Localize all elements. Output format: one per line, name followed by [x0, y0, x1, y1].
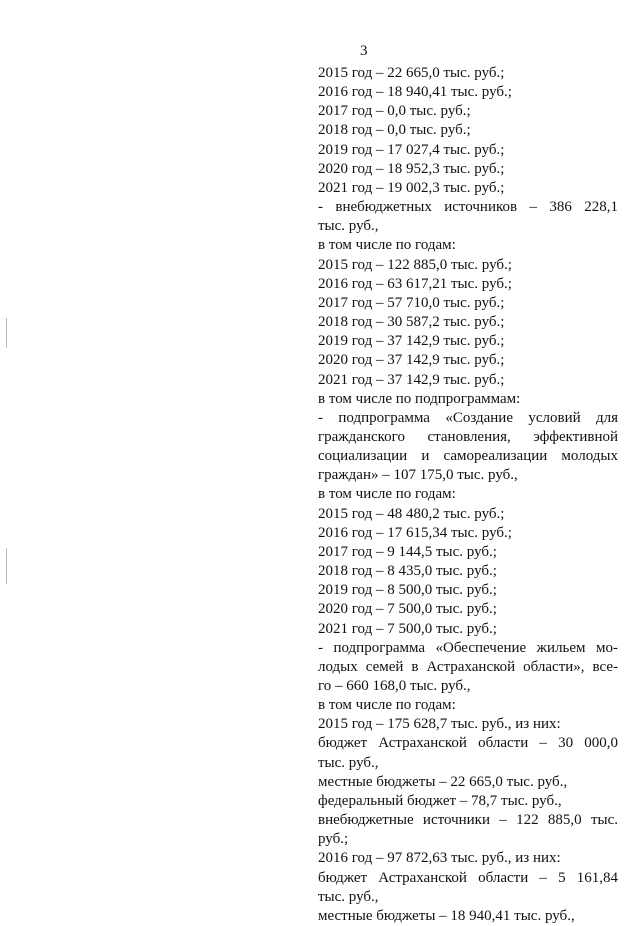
text-line: 2015 год – 48 480,2 тыс. руб.; — [318, 505, 505, 522]
text-line: 2018 год – 30 587,2 тыс. руб.; — [318, 314, 505, 331]
text-line: в том числе по годам: — [318, 237, 456, 254]
text-line: федеральный бюджет – 78,7 тыс. руб., — [318, 792, 562, 809]
text-line: 2017 год – 0,0 тыс. руб.; — [318, 103, 471, 120]
text-line: 2017 год – 9 144,5 тыс. руб.; — [318, 543, 497, 560]
text-line: 2019 год – 17 027,4 тыс. руб.; — [318, 141, 505, 158]
text-line: тыс. руб., — [318, 754, 379, 771]
text-line: 2021 год – 37 142,9 тыс. руб.; — [318, 371, 505, 388]
text-line: 2020 год – 18 952,3 тыс. руб.; — [318, 160, 505, 177]
text-line: го – 660 168,0 тыс. руб., — [318, 678, 471, 694]
text-line: лодых семей в Астраханской области», все- — [318, 658, 618, 675]
text-line: 2015 год – 22 665,0 тыс. руб.; — [318, 65, 505, 81]
text-line: 2015 год – 175 628,7 тыс. руб., из них: — [318, 716, 561, 733]
text-line: 2018 год – 8 435,0 тыс. руб.; — [318, 563, 497, 580]
text-line: 2015 год – 122 885,0 тыс. руб.; — [318, 256, 512, 273]
text-line: в том числе по подпрограммам: — [318, 390, 521, 407]
text-line: социализации и самореализации молодых — [318, 448, 618, 465]
text-line: - подпрограмма «Обеспечение жильем мо- — [318, 639, 618, 656]
text-line: 2016 год – 18 940,41 тыс. руб.; — [318, 84, 512, 101]
text-line: 2019 год – 37 142,9 тыс. руб.; — [318, 333, 505, 350]
text-line: бюджет Астраханской области – 30 000,0 — [318, 735, 618, 752]
document-text-column — [318, 64, 618, 926]
text-line: в том числе по годам: — [318, 486, 456, 503]
text-line: гражданского становления, эффективной — [318, 428, 618, 445]
text-line: 2020 год – 7 500,0 тыс. руб.; — [318, 601, 497, 618]
text-line: 2021 год – 19 002,3 тыс. руб.; — [318, 179, 505, 196]
scan-margin-mark-lower — [6, 548, 7, 584]
text-line: тыс. руб., — [318, 218, 379, 235]
text-line: - подпрограмма «Создание условий для — [318, 409, 618, 426]
text-line: 2016 год – 63 617,21 тыс. руб.; — [318, 275, 512, 292]
text-line: 2016 год – 97 872,63 тыс. руб., из них: — [318, 850, 561, 867]
text-line: местные бюджеты – 22 665,0 тыс. руб., — [318, 773, 568, 790]
text-line: 2020 год – 37 142,9 тыс. руб.; — [318, 352, 505, 369]
text-line: 2018 год – 0,0 тыс. руб.; — [318, 122, 471, 139]
text-line: 2017 год – 57 710,0 тыс. руб.; — [318, 294, 505, 311]
text-line: бюджет Астраханской области – 5 161,84 — [318, 869, 618, 886]
text-line: 2021 год – 7 500,0 тыс. руб.; — [318, 620, 497, 637]
scan-margin-mark-upper — [6, 318, 7, 348]
text-line: 2016 год – 17 615,34 тыс. руб.; — [318, 524, 512, 541]
text-line: в том числе по годам: — [318, 697, 456, 714]
page-number: 3 — [360, 43, 368, 59]
text-line: местные бюджеты – 18 940,41 тыс. руб., — [318, 907, 575, 924]
text-line: тыс. руб., — [318, 888, 379, 905]
text-line: руб.; — [318, 831, 349, 848]
text-line: внебюджетные источники – 122 885,0 тыс. — [318, 812, 618, 829]
text-line: - внебюджетных источников – 386 228,1 — [318, 199, 618, 216]
text-line: 2019 год – 8 500,0 тыс. руб.; — [318, 582, 497, 599]
text-line: граждан» – 107 175,0 тыс. руб., — [318, 467, 518, 484]
